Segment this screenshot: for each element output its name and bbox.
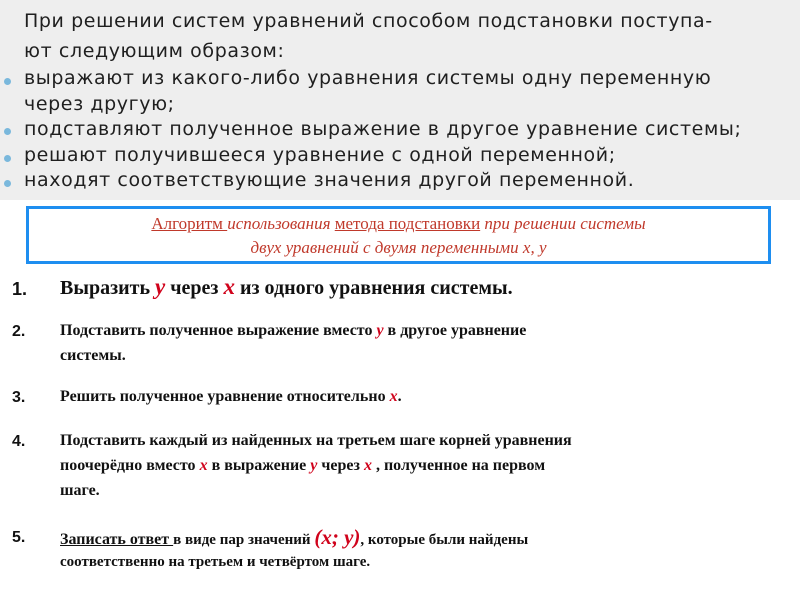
- variable-y: у: [376, 322, 384, 339]
- step-5-text-line-2: соответственно на третьем и четвёртом шаге.: [60, 554, 371, 570]
- bullet-icon: [4, 128, 11, 135]
- excerpt-line: выражают из какого-либо уравнения системы одну переменную: [24, 67, 712, 89]
- algorithm-text: использования: [227, 214, 335, 233]
- step-number: 5.: [12, 529, 26, 546]
- excerpt-line: подставляют полученное выражение в другое уравнение системы;: [24, 118, 742, 140]
- step-text: в выражение: [207, 457, 311, 474]
- variable-y: у: [310, 457, 318, 474]
- step-text: в виде пар значений: [173, 532, 315, 548]
- variable-x: х: [199, 457, 208, 474]
- answer-pair: (х; у): [314, 525, 361, 549]
- step-text: из одного уравнения системы.: [234, 277, 513, 299]
- step-number: 4.: [12, 433, 26, 450]
- step-text: , полученное на первом: [371, 457, 546, 474]
- step-text: , которые были найдены: [360, 532, 529, 548]
- excerpt-line: находят соответствующие значения другой переменной.: [24, 169, 635, 191]
- step-number: 2.: [12, 323, 26, 340]
- excerpt-line: При решении систем уравнений способом подстановки поступа-: [24, 10, 713, 32]
- excerpt-line: через другую;: [24, 93, 175, 115]
- step-text: в другое уравнение: [383, 322, 527, 339]
- step-2-text: [60, 322, 526, 340]
- method-name: метода подстановки: [334, 214, 481, 233]
- step-1-text: [60, 274, 513, 300]
- step-4-text-line-3: шаге.: [60, 482, 100, 499]
- excerpt-line: ют следующим образом:: [24, 40, 285, 62]
- step-number: 1.: [12, 279, 28, 299]
- algorithm-word: Алгоритм: [151, 214, 228, 233]
- algorithm-title-box: [26, 206, 771, 264]
- step-text: поочерёдно вместо: [60, 457, 200, 474]
- step-text: .: [397, 388, 402, 405]
- variable-x: х: [363, 457, 372, 474]
- step-text: через: [317, 457, 364, 474]
- excerpt-line: решают получившееся уравнение с одной переменной;: [24, 144, 616, 166]
- bullet-icon: [4, 78, 11, 85]
- step-text: Решить полученное уравнение относительно: [60, 388, 390, 405]
- variable-y: у: [155, 274, 166, 299]
- algorithm-title-line-1: [29, 214, 768, 234]
- step-text: через: [165, 277, 224, 299]
- textbook-excerpt: [0, 0, 800, 200]
- variable-x: х: [223, 274, 235, 299]
- step-number: 3.: [12, 389, 26, 406]
- step-2-text-line-2: системы.: [60, 347, 126, 364]
- bullet-icon: [4, 155, 11, 162]
- answer-label: Записать ответ: [60, 531, 174, 548]
- step-5-text-line-1: [60, 525, 528, 550]
- step-text: Выразить: [60, 277, 156, 299]
- algorithm-title-line-2: двух уравнений с двумя переменными х, у: [250, 238, 547, 257]
- step-text: Подставить полученное выражение вместо: [60, 322, 377, 339]
- bullet-icon: [4, 180, 11, 187]
- step-4-text-line-1: Подставить каждый из найденных на третьем шаге корней уравнения: [60, 432, 572, 449]
- variable-x: х: [389, 388, 398, 405]
- step-3-text: [60, 388, 402, 406]
- algorithm-text: при решении системы: [480, 214, 646, 233]
- step-4-text-line-2: [60, 457, 545, 475]
